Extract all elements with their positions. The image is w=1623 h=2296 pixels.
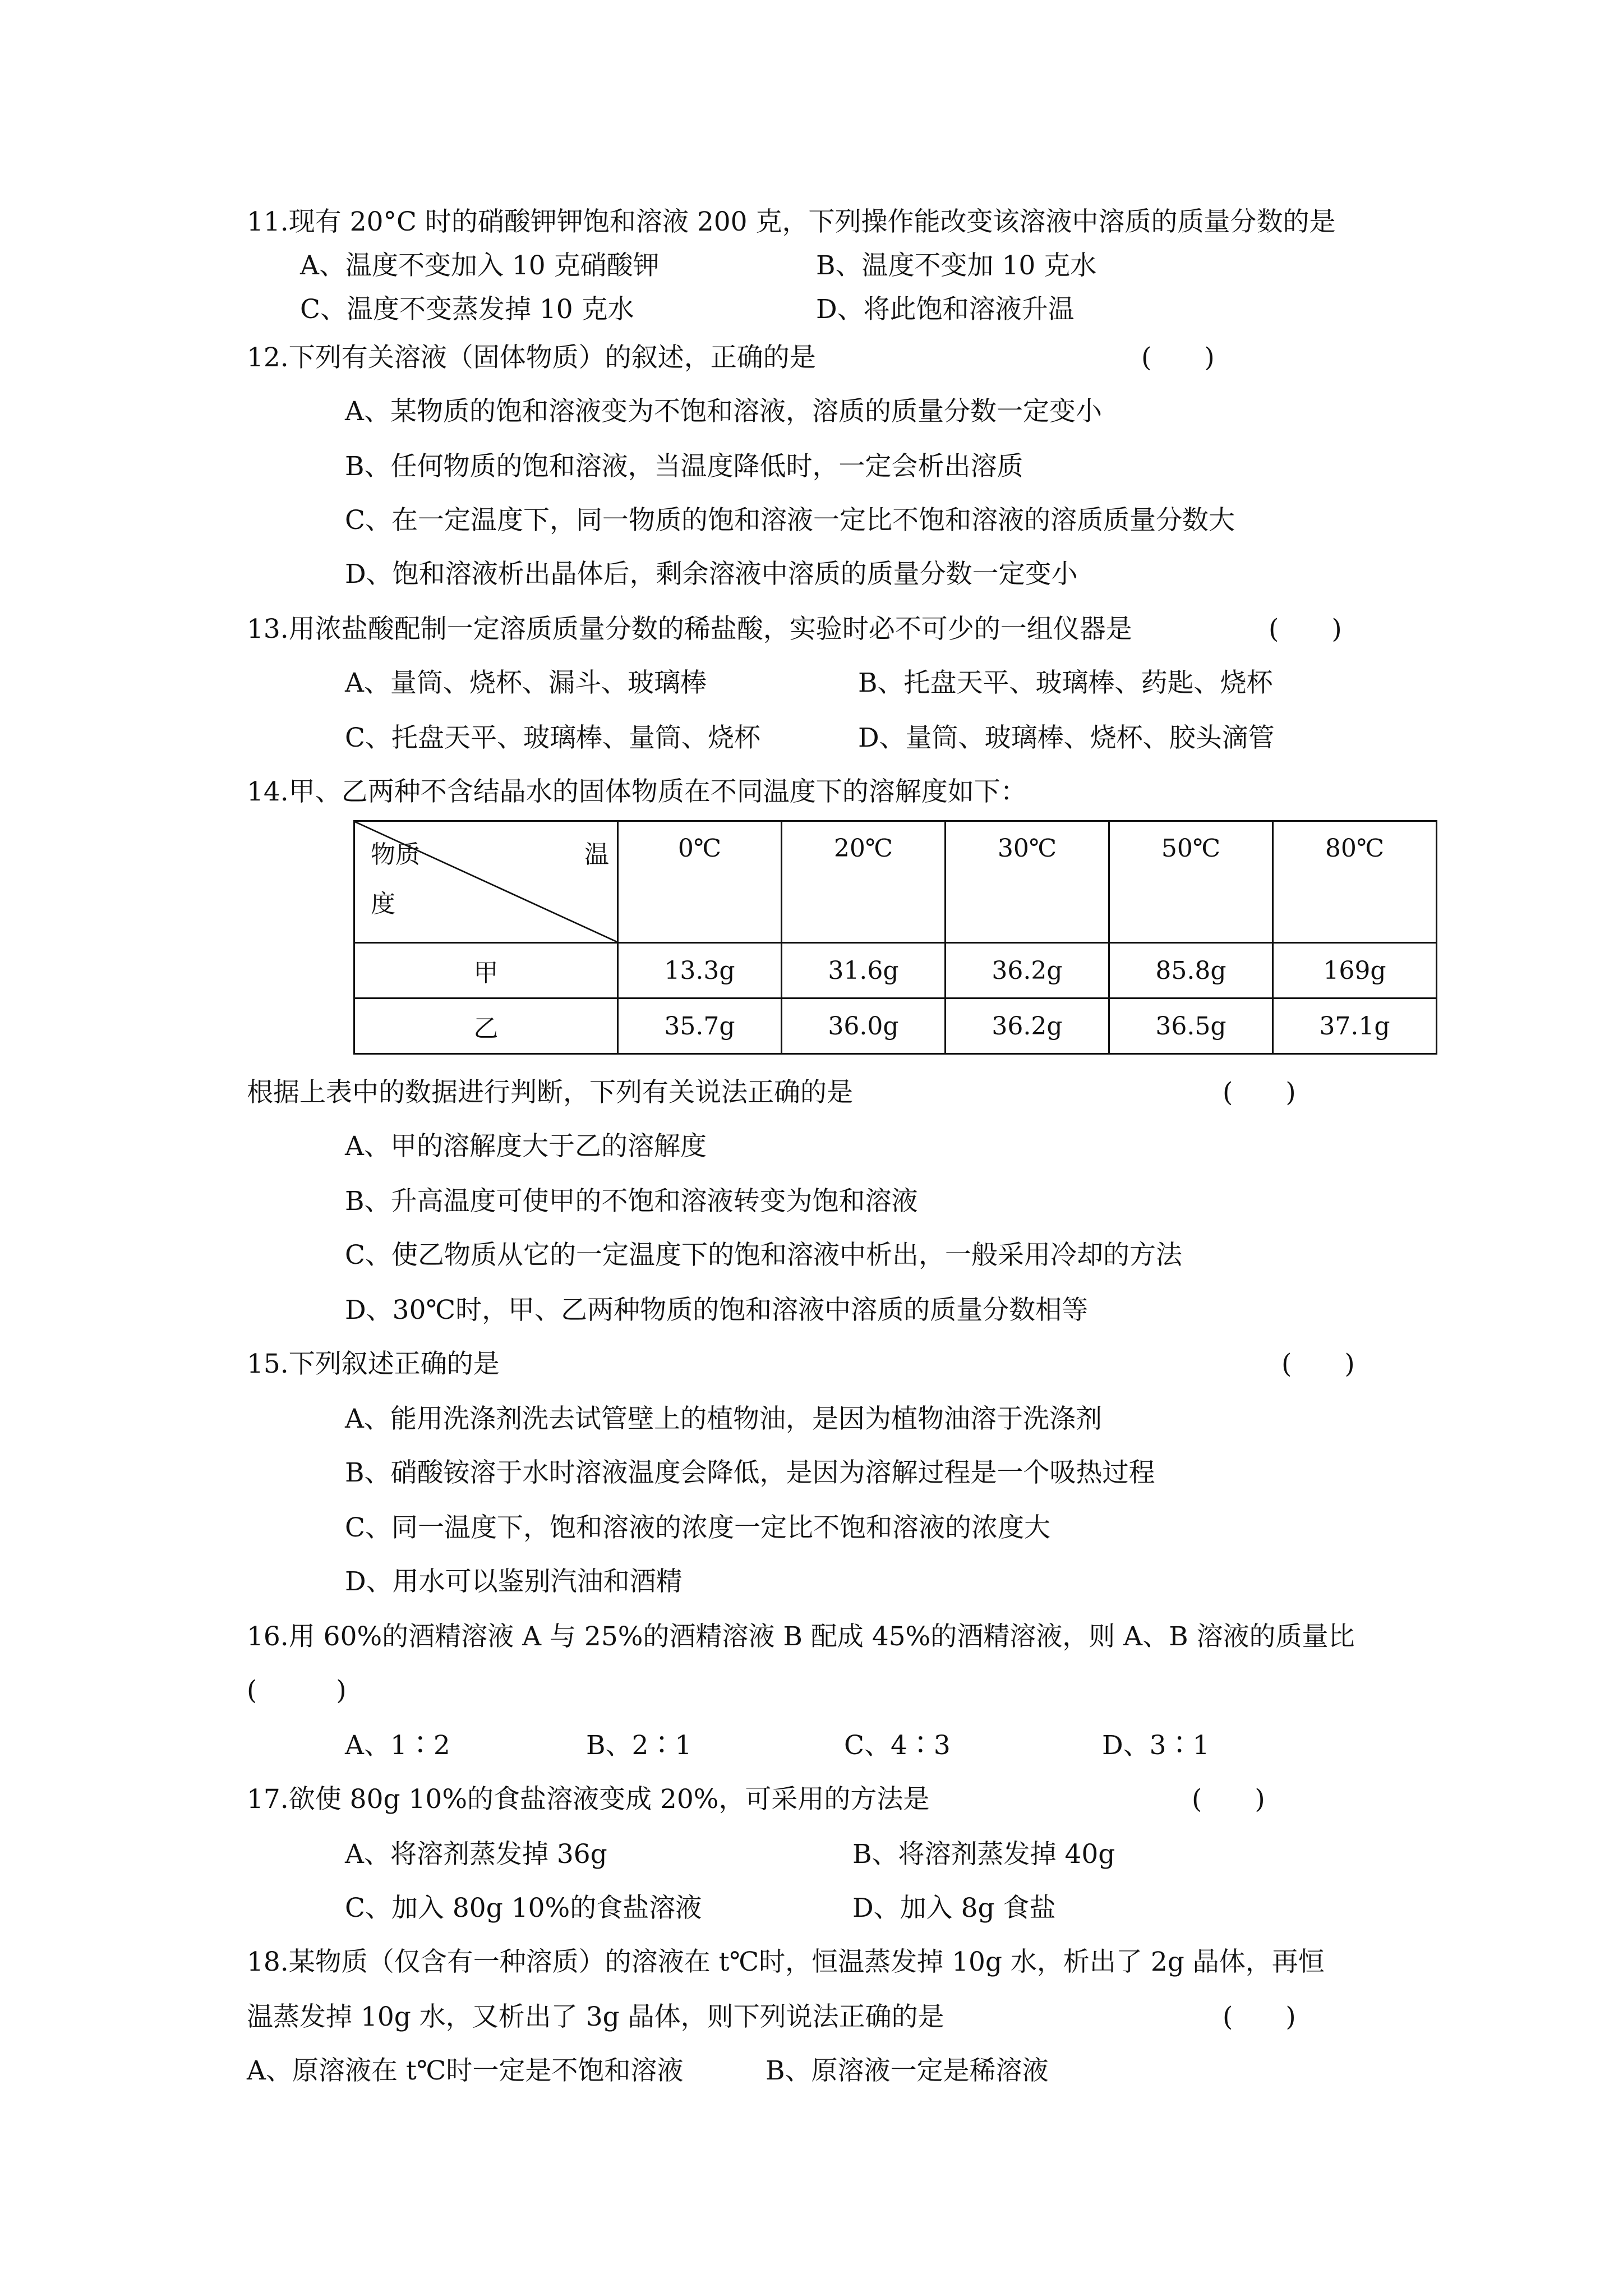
q12-stem: 12.下列有关溶液（固体物质）的叙述，正确的是 (247, 342, 816, 373)
table-cell: 169g (1273, 943, 1437, 999)
q17-answer-blank: ( ) (1192, 1784, 1265, 1815)
q15-option-b: B、硝酸铵溶于水时溶液温度会降低，是因为溶解过程是一个吸热过程 (345, 1457, 1155, 1488)
q14-option-a: A、甲的溶解度大于乙的溶解度 (345, 1131, 707, 1162)
q16-option-d: D、3∶1 (1102, 1730, 1210, 1761)
q12-answer-blank: ( ) (1141, 342, 1215, 373)
q11-option-d: D、将此饱和溶液升温 (816, 294, 1075, 325)
q14-question: 根据上表中的数据进行判断，下列有关说法正确的是 (247, 1077, 853, 1108)
q11-stem: 11.现有 20°C 时的硝酸钾钾饱和溶液 200 克，下列操作能改变该溶液中溶质的质量分数的是 (247, 206, 1336, 237)
q14-stem: 14.甲、乙两种不含结晶水的固体物质在不同温度下的溶解度如下： (247, 776, 1027, 807)
q13-option-d: D、量筒、玻璃棒、烧杯、胶头滴管 (858, 723, 1275, 753)
q16-option-b: B、2∶1 (586, 1730, 692, 1761)
q14-option-c: C、使乙物质从它的一定温度下的饱和溶液中析出，一般采用冷却的方法 (345, 1240, 1182, 1271)
q15-option-c: C、同一温度下，饱和溶液的浓度一定比不饱和溶液的浓度大 (345, 1512, 1050, 1543)
table-cell: 36.2g (946, 943, 1109, 999)
table-cell: 31.6g (782, 943, 946, 999)
table-header-cell: 20℃ (782, 821, 946, 943)
q12-option-c: C、在一定温度下，同一物质的饱和溶液一定比不饱和溶液的溶质质量分数大 (345, 505, 1235, 536)
q15-answer-blank: ( ) (1281, 1349, 1355, 1379)
q16-option-c: C、4∶3 (844, 1730, 951, 1761)
q13-stem: 13.用浓盐酸配制一定溶质质量分数的稀盐酸，实验时必不可少的一组仪器是 (247, 614, 1132, 645)
q18-option-b: B、原溶液一定是稀溶液 (766, 2055, 1049, 2086)
table-cell: 36.2g (946, 999, 1109, 1054)
q16-answer-blank: ( ) (247, 1675, 347, 1706)
q15-stem: 15.下列叙述正确的是 (247, 1349, 500, 1379)
q15-option-d: D、用水可以鉴别汽油和酒精 (345, 1566, 683, 1597)
table-header-cell: 30℃ (946, 821, 1109, 943)
q17-option-c: C、加入 80g 10%的食盐溶液 (345, 1893, 702, 1924)
q17-option-d: D、加入 8g 食盐 (852, 1893, 1056, 1924)
q16-stem: 16.用 60%的酒精溶液 A 与 25%的酒精溶液 B 配成 45%的酒精溶液，则 A、B 溶液的质量比 (247, 1621, 1355, 1652)
corner-label-substance: 物质 (371, 840, 420, 869)
q12-option-d: D、饱和溶液析出晶体后，剩余溶液中溶质的质量分数一定变小 (345, 559, 1078, 590)
q17-stem: 17.欲使 80g 10%的食盐溶液变成 20%，可采用的方法是 (247, 1784, 930, 1815)
corner-label-temp: 温 (584, 840, 609, 869)
table-cell: 37.1g (1273, 999, 1437, 1054)
q17-option-a: A、将溶剂蒸发掉 36g (345, 1839, 607, 1870)
table-row (354, 999, 1437, 1054)
table-cell: 36.5g (1109, 999, 1273, 1054)
table-cell: 13.3g (618, 943, 782, 999)
corner-label-degree: 度 (371, 890, 395, 918)
q13-answer-blank: ( ) (1269, 614, 1342, 645)
table-cell: 35.7g (618, 999, 782, 1054)
q11-option-c: C、温度不变蒸发掉 10 克水 (300, 294, 634, 325)
table-row-label: 乙 (354, 999, 618, 1054)
q12-option-a: A、某物质的饱和溶液变为不饱和溶液，溶质的质量分数一定变小 (345, 396, 1102, 427)
solubility-table (353, 820, 1437, 1055)
table-header-cell: 50℃ (1109, 821, 1273, 943)
q11-option-b: B、温度不变加 10 克水 (816, 250, 1097, 281)
table-header-row (354, 821, 1437, 943)
q18-stem-line1: 18.某物质（仅含有一种溶质）的溶液在 t℃时，恒温蒸发掉 10g 水，析出了 2g 晶体，再恒 (247, 1947, 1325, 1977)
q14-answer-blank: ( ) (1223, 1077, 1296, 1108)
q13-option-c: C、托盘天平、玻璃棒、量筒、烧杯 (345, 723, 760, 753)
q15-option-a: A、能用洗涤剂洗去试管壁上的植物油，是因为植物油溶于洗涤剂 (345, 1404, 1102, 1434)
q11-option-a: A、温度不变加入 10 克硝酸钾 (300, 250, 660, 281)
q12-option-b: B、任何物质的饱和溶液，当温度降低时，一定会析出溶质 (345, 451, 1023, 482)
table-cell: 85.8g (1109, 943, 1273, 999)
table-row (354, 943, 1437, 999)
q13-option-b: B、托盘天平、玻璃棒、药匙、烧杯 (858, 668, 1273, 698)
q18-stem-line2: 温蒸发掉 10g 水，又析出了 3g 晶体，则下列说法正确的是 (247, 2001, 944, 2032)
table-row-label: 甲 (354, 943, 618, 999)
q14-option-d: D、30℃时，甲、乙两种物质的饱和溶液中溶质的质量分数相等 (345, 1295, 1089, 1326)
q18-option-a: A、原溶液在 t℃时一定是不饱和溶液 (247, 2055, 684, 2086)
q13-option-a: A、量筒、烧杯、漏斗、玻璃棒 (345, 668, 707, 698)
table-header-cell: 0℃ (618, 821, 782, 943)
table-header-cell: 80℃ (1273, 821, 1437, 943)
q18-answer-blank: ( ) (1223, 2001, 1296, 2032)
table-corner-cell (354, 821, 618, 943)
q16-option-a: A、1∶2 (345, 1730, 450, 1761)
table-cell: 36.0g (782, 999, 946, 1054)
q17-option-b: B、将溶剂蒸发掉 40g (852, 1839, 1115, 1870)
q14-option-b: B、升高温度可使甲的不饱和溶液转变为饱和溶液 (345, 1186, 918, 1217)
